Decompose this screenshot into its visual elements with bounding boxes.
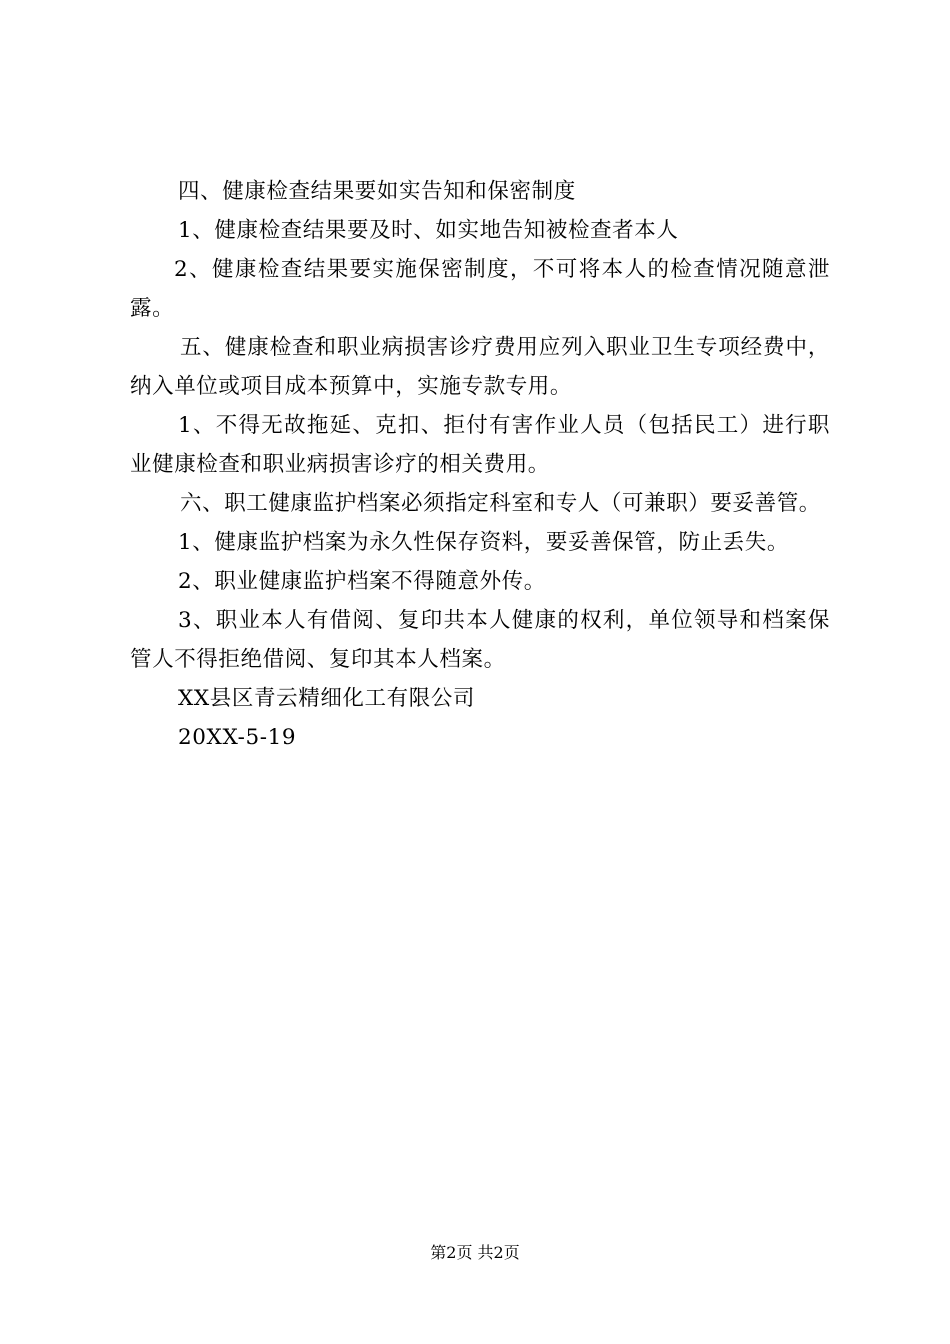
paragraph-item: 1、不得无故拖延、克扣、拒付有害作业人员（包括民工）进行职业健康检查和职业病损害诊疗的相关费用。 (130, 413, 830, 477)
section-heading-4: 四、健康检查结果要如实告知和保密制度 (178, 179, 576, 204)
paragraph-item: 2、职业健康监护档案不得随意外传。 (178, 569, 546, 594)
paragraph-item: 2、健康检查结果要实施保密制度，不可将本人的检查情况随意泄露。 (130, 257, 830, 321)
section-heading-6: 六、职工健康监护档案必须指定科室和专人（可兼职）要妥善管。 (180, 491, 821, 516)
paragraph-item: 1、健康监护档案为永久性保存资料，要妥善保管，防止丢失。 (178, 530, 789, 555)
section-heading-5: 五、健康检查和职业病损害诊疗费用应列入职业卫生专项经费中，纳入单位或项目成本预算中，实施专款专用。 (130, 335, 830, 399)
paragraph-item: 1、健康检查结果要及时、如实地告知被检查者本人 (178, 218, 679, 243)
paragraph-item: 3、职业本人有借阅、复印共本人健康的权利，单位领导和档案保管人不得拒绝借阅、复印其本人档案。 (130, 608, 830, 672)
page-number: 第2页 共2页 (430, 1243, 520, 1262)
document-body (130, 172, 830, 757)
company-signature: XX县区青云精细化工有限公司 (178, 686, 476, 711)
document-date: 20XX-5-19 (178, 725, 297, 750)
